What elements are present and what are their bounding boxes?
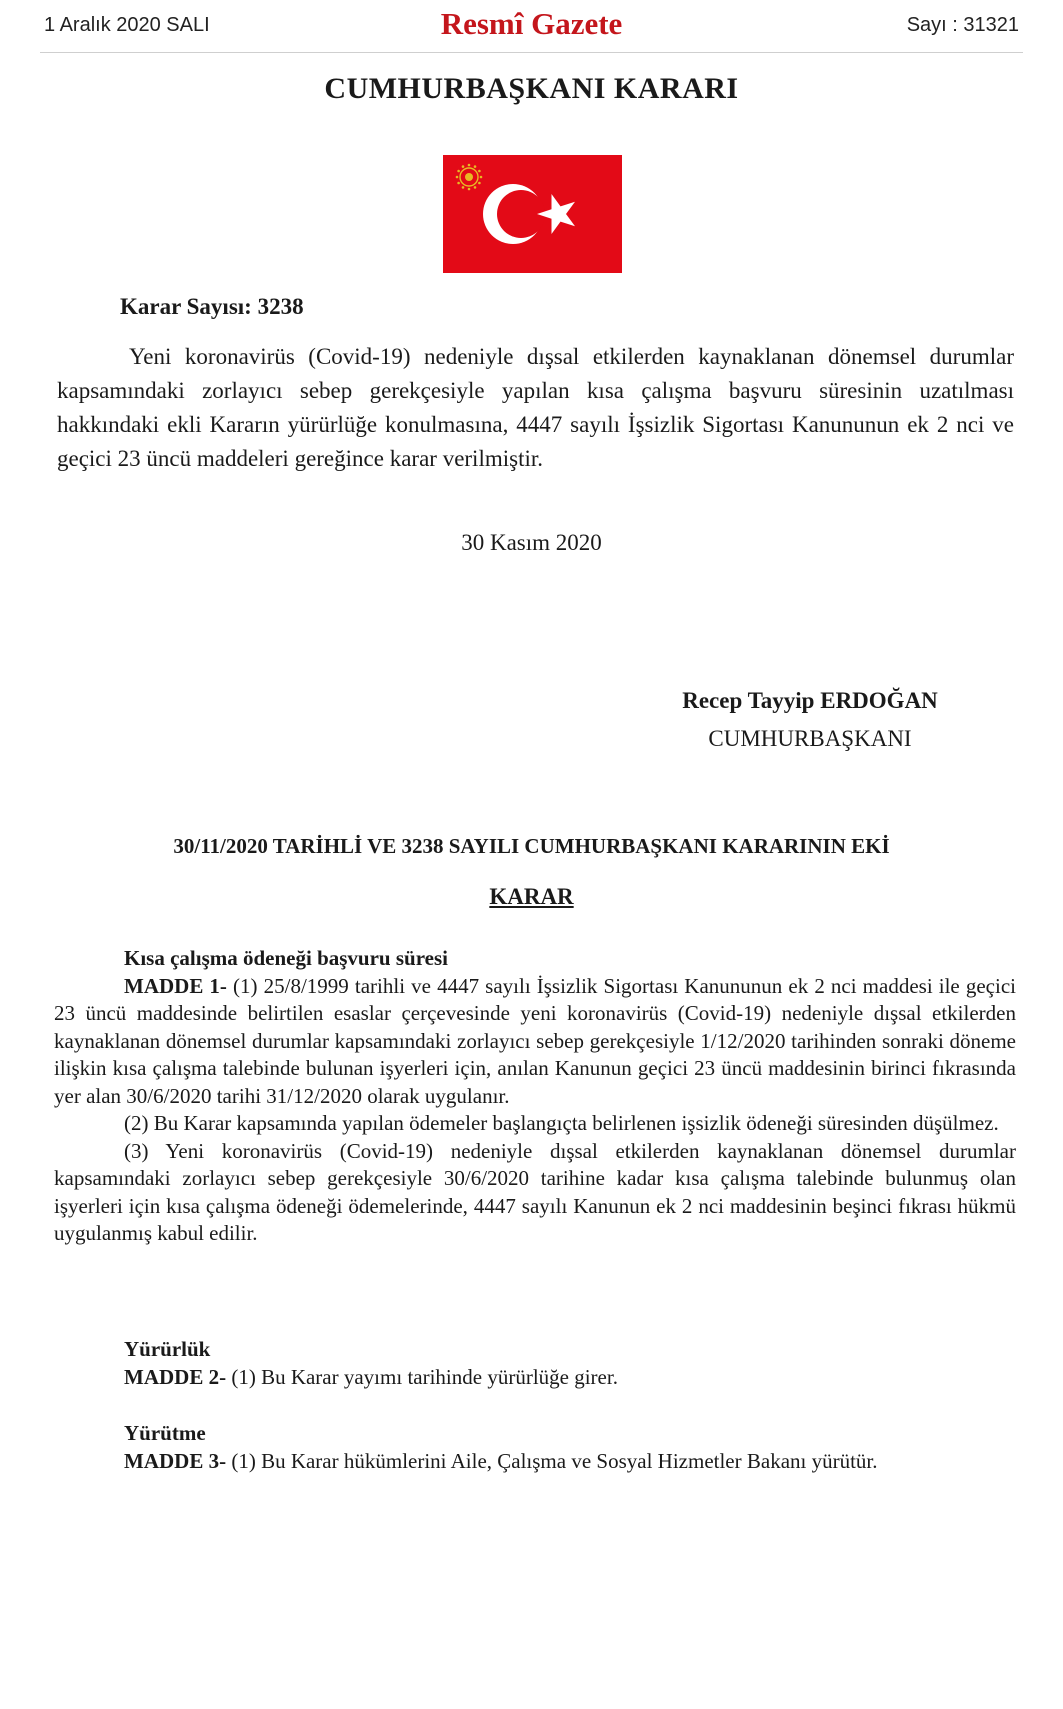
- issue-number: Sayı : 31321: [906, 14, 1019, 36]
- article-heading: Yürütme: [124, 1421, 206, 1445]
- article-heading: Yürürlük: [124, 1337, 211, 1361]
- article-paragraph: [54, 973, 1016, 1111]
- intro-paragraph: Yeni koronavirüs (Covid-19) nedeniyle dışsal etkilerden kaynaklanan dönemsel durumlar kapsamındaki zorlayıcı sebep gerekçesiyle yapılan kısa çalışma başvuru süresinin uzatılması hakkındaki ekli Kararın yürürlüğe konulmasına, 4447 sayılı İşsizlik Sigortası Kanununun ek 2 nci ve geçici 23 üncü maddeleri gereğince karar verilmiştir.: [57, 344, 1014, 471]
- decision-date: 30 Kasım 2020: [461, 530, 602, 555]
- turkish-flag-icon: [443, 155, 622, 273]
- gazette-name: Resmî Gazete: [440, 6, 623, 41]
- annex-title: 30/11/2020 TARİHLİ VE 3238 SAYILI CUMHURBAŞKANI KARARININ EKİ: [173, 834, 890, 858]
- article-heading: Kısa çalışma ödeneği başvuru süresi: [124, 946, 448, 970]
- signer-title: CUMHURBAŞKANI: [708, 726, 912, 751]
- document-title: CUMHURBAŞKANI KARARI: [324, 72, 739, 105]
- article-label: MADDE 2-: [124, 1364, 227, 1389]
- article-paragraph: (2) Bu Karar kapsamında yapılan ödemeler başlangıçta belirlenen işsizlik ödeneği süresinden düşülmez.: [124, 1111, 999, 1135]
- decision-number: Karar Sayısı: 3238: [120, 294, 304, 319]
- header-date: 1 Aralık 2020 SALI: [44, 14, 210, 36]
- signer-name: Recep Tayyip ERDOĞAN: [682, 688, 938, 713]
- article-paragraph: [54, 1364, 1016, 1392]
- article-text: (1) 25/8/1999 tarihli ve 4447 sayılı İşsizlik Sigortası Kanununun ek 2 nci maddesi ile geçici 23 üncü maddesinde belirtilen esaslar çerçevesinde yeni koronavirüs (Covid-19) nedeniyle dışsal etkilerden kaynaklanan dönemsel durumlar kapsamındaki zorlayıcı sebep gerekçesiyle 1/12/2020 tarihinden sonraki döneme ilişkin kısa çalışma talebinde bulunan işyerleri için, anılan Kanunun geçici 23 üncü maddesinin birinci fıkrasında yer alan 30/6/2020 tarihi 31/12/2020 olarak uygulanır.: [54, 973, 1016, 1108]
- article-1: [54, 945, 1016, 1248]
- page-header: [40, 0, 1023, 53]
- article-3: [54, 1420, 1016, 1475]
- article-paragraph: [54, 1448, 1016, 1476]
- article-2: [54, 1336, 1016, 1391]
- article-label: MADDE 1-: [124, 973, 227, 998]
- article-text: (1) Bu Karar hükümlerini Aile, Çalışma ve Sosyal Hizmetler Bakanı yürütür.: [231, 1448, 878, 1473]
- article-paragraph: (3) Yeni koronavirüs (Covid-19) nedeniyle dışsal etkilerden kaynaklanan dönemsel durumlar kapsamındaki zorlayıcı sebep gerekçesiyle 30/6/2020 tarihine kadar kısa çalışma talebinde bulunmuş olan işyerleri için kısa çalışma ödeneği ödemelerinde, 4447 sayılı Kanunun ek 2 nci maddesinin beşinci fıkrası hükmü uygulanmış kabul edilir.: [54, 1138, 1016, 1245]
- article-text: (1) Bu Karar yayımı tarihinde yürürlüğe girer.: [231, 1364, 618, 1389]
- article-label: MADDE 3-: [124, 1448, 227, 1473]
- annex-subtitle: KARAR: [489, 884, 574, 909]
